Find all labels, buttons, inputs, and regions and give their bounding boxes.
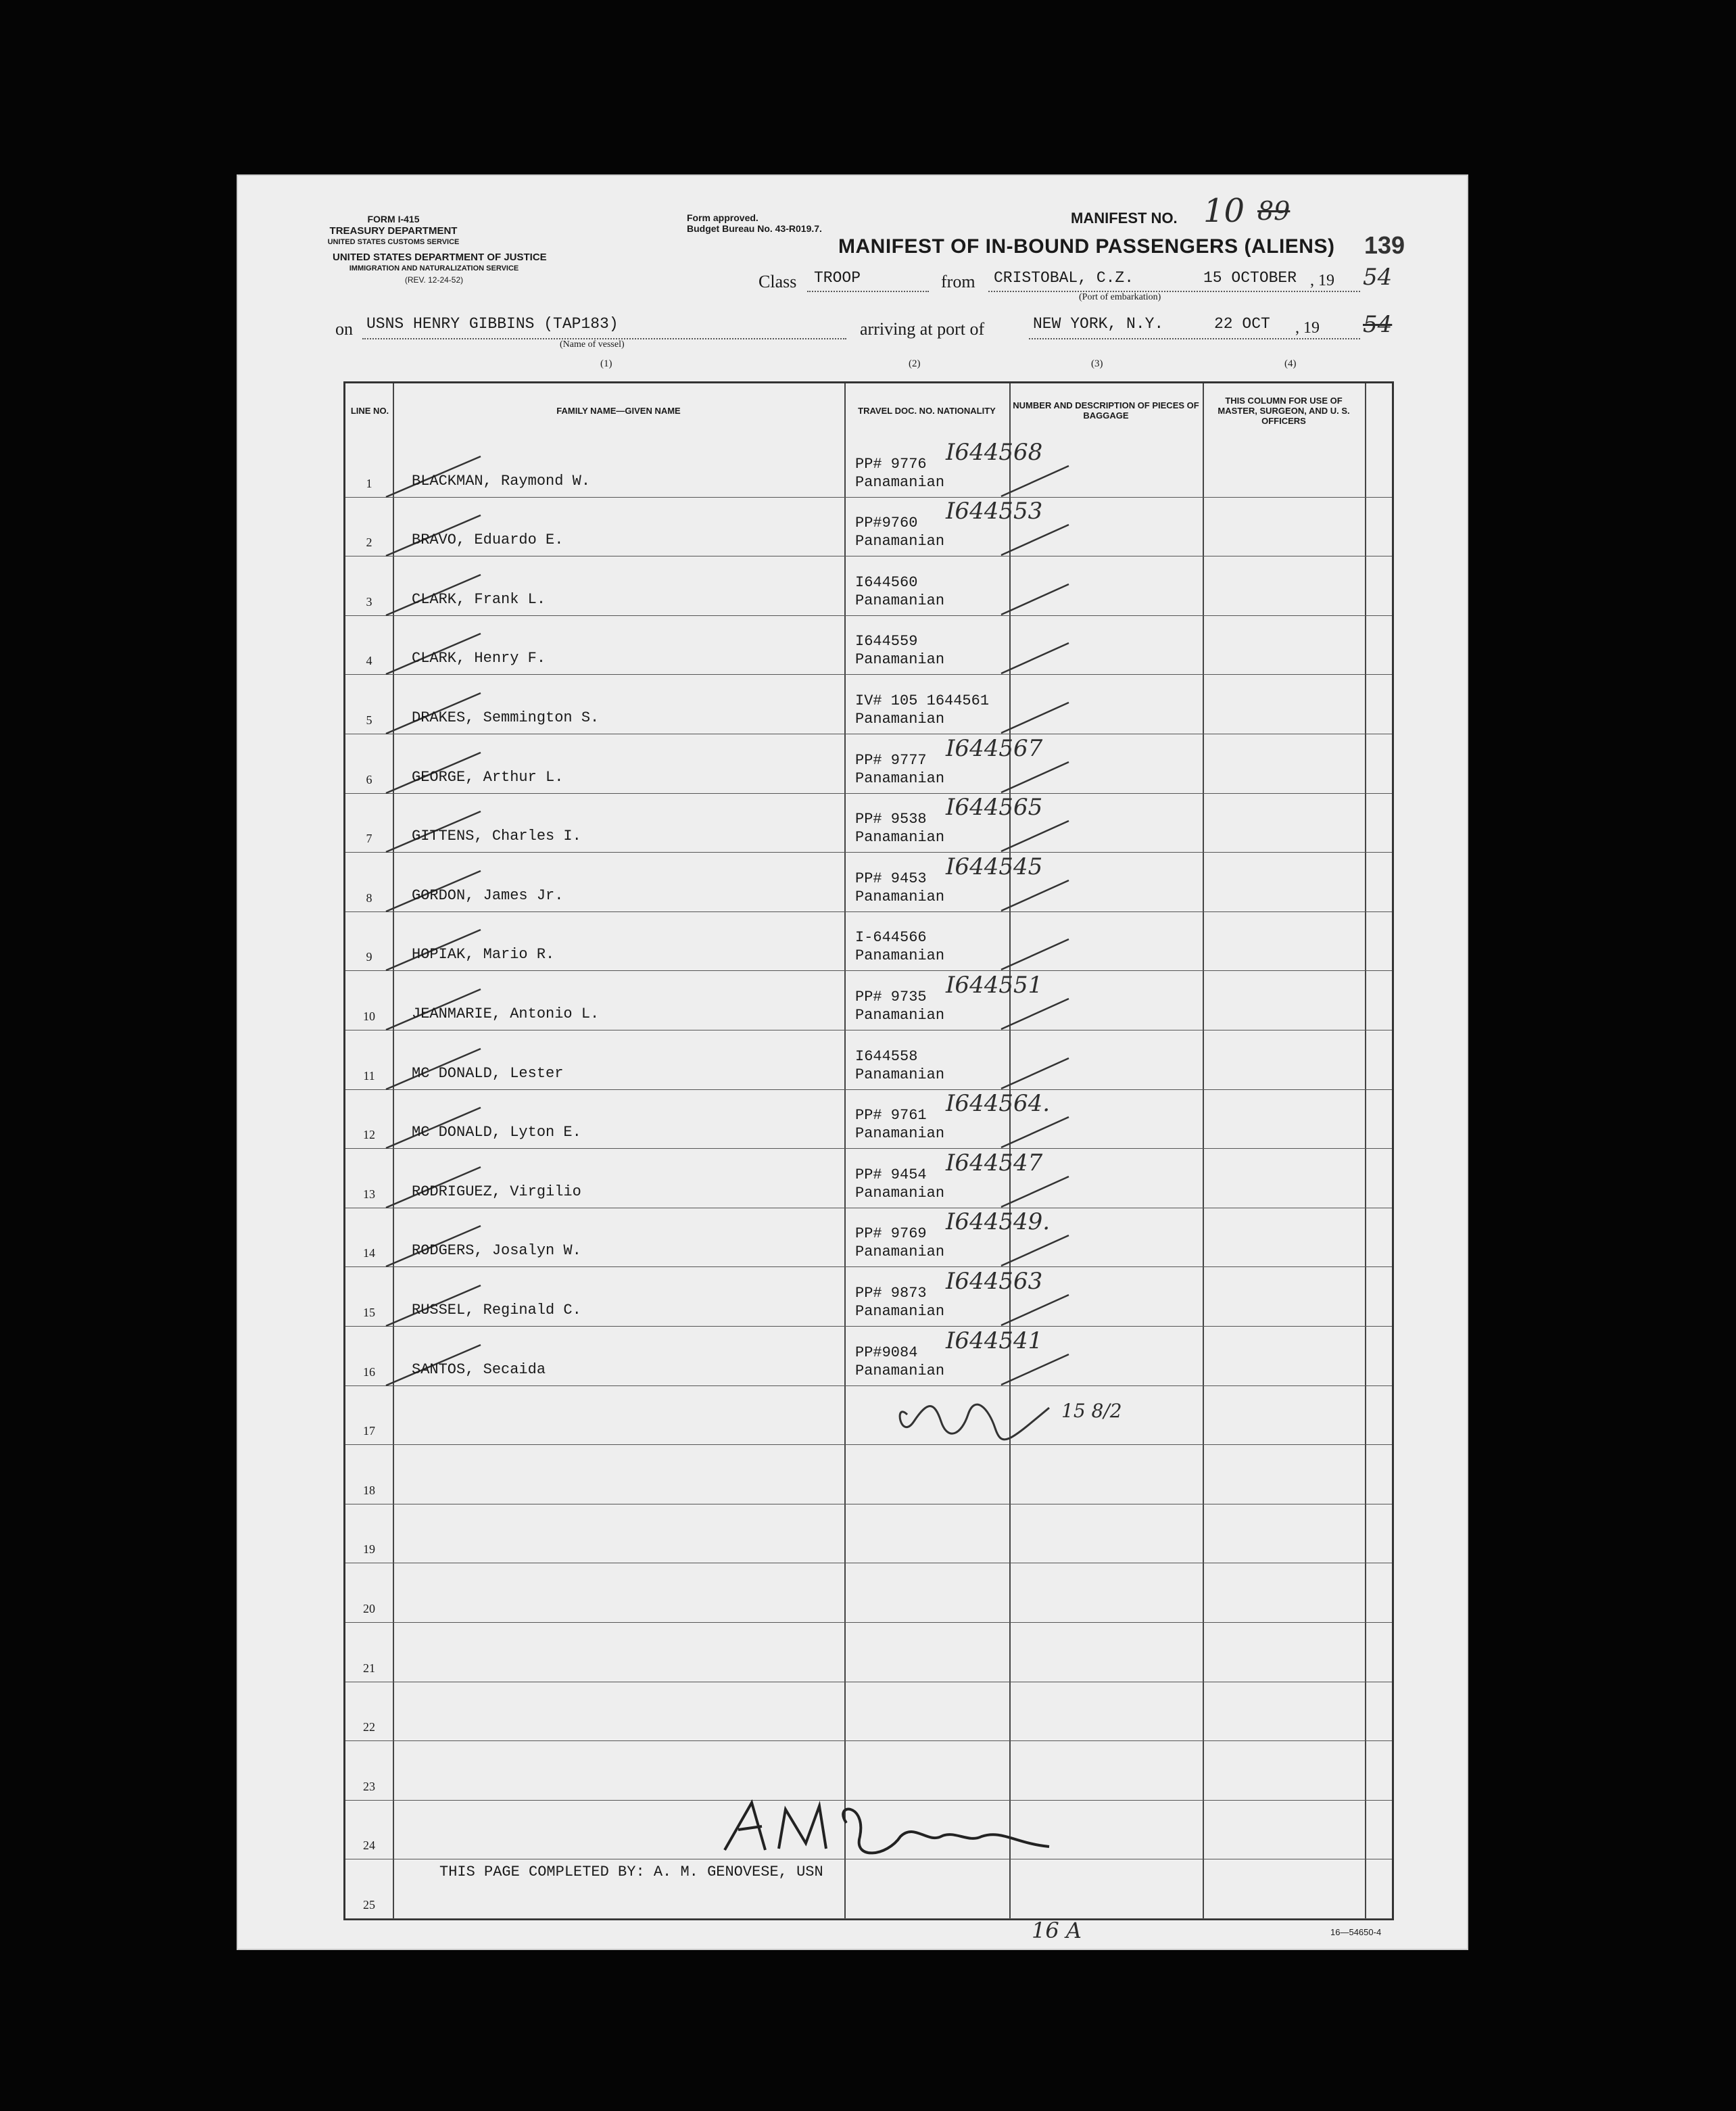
header-baggage: NUMBER AND DESCRIPTION OF PIECES OF BAGGAGE: [1013, 400, 1199, 421]
travel-doc-number: PP#9084: [855, 1344, 918, 1361]
row-line-number: 21: [363, 1661, 375, 1675]
budget-bureau: Budget Bureau No. 43-R019.7.: [687, 223, 822, 234]
table-row: [345, 674, 1392, 734]
passenger-name: DRAKES, Semmington S.: [412, 709, 600, 726]
table-row: [345, 1622, 1392, 1682]
row-line-number: 17: [363, 1424, 375, 1438]
from-year: 54: [1363, 264, 1393, 291]
passenger-name: GITTENS, Charles I.: [412, 828, 581, 845]
row-line-number: 23: [363, 1779, 375, 1793]
row-line-number: 1: [366, 476, 372, 490]
handwritten-doc-number: I644567: [946, 734, 1043, 762]
table-row: [345, 1266, 1392, 1326]
row-line-number: 14: [363, 1246, 375, 1260]
vessel-caption: (Name of vessel): [560, 339, 625, 350]
row-line-number: 3: [366, 594, 372, 609]
from-fill-line: [988, 291, 1360, 292]
table-row: [345, 1740, 1392, 1800]
travel-doc-number: PP# 9735: [855, 988, 927, 1005]
row-line-number: 25: [363, 1897, 375, 1912]
revision: (REV. 12-24-52): [404, 275, 464, 285]
row-line-number: 2: [366, 536, 372, 550]
bottom-handwritten-note: 16 A: [1032, 1918, 1082, 1943]
passenger-name: CLARK, Henry F.: [412, 650, 546, 667]
nationality: Panamanian: [855, 1006, 945, 1024]
row-line-number: 8: [366, 891, 372, 905]
table-row: [345, 1682, 1392, 1741]
header-line-no: LINE NO.: [350, 405, 389, 416]
handwritten-doc-number: I644551: [946, 971, 1043, 999]
manifest-no-label: MANIFEST NO.: [1071, 210, 1178, 227]
nationality: Panamanian: [855, 829, 945, 847]
handwritten-doc-number: I644563: [946, 1267, 1043, 1295]
nationality: Panamanian: [855, 1184, 945, 1202]
row-line-number: 12: [363, 1128, 375, 1142]
col-num-4: (4): [1284, 358, 1297, 369]
manifest-no-value: 10: [1203, 192, 1245, 230]
passenger-name: BRAVO, Eduardo E.: [412, 531, 564, 549]
row-line-number: 18: [363, 1483, 375, 1497]
travel-doc-number: PP# 9776: [855, 455, 927, 473]
table-row: [345, 1444, 1392, 1504]
class-label: Class: [758, 272, 797, 291]
travel-doc-number: PP# 9769: [855, 1225, 927, 1243]
passenger-name: JEANMARIE, Antonio L.: [412, 1005, 600, 1022]
table-row: [345, 1148, 1392, 1208]
table-row: [345, 970, 1392, 1030]
passenger-name: GORDON, James Jr.: [412, 886, 564, 904]
row-line-number: 19: [363, 1542, 375, 1557]
nationality: Panamanian: [855, 710, 945, 728]
ins-service: IMMIGRATION AND NATURALIZATION SERVICE: [349, 264, 519, 272]
from-port: CRISTOBAL, C.Z.: [994, 269, 1134, 287]
class-fill-line: [807, 291, 929, 292]
travel-doc-number: PP# 9453: [855, 870, 927, 887]
passenger-name: MC DONALD, Lester: [412, 1064, 564, 1082]
manifest-no-struck: 89: [1257, 196, 1291, 226]
vessel-name: USNS HENRY GIBBINS (TAP183): [366, 315, 619, 333]
nationality: Panamanian: [855, 947, 945, 965]
arrival-date: 22 OCT: [1214, 315, 1270, 333]
passenger-name: RODRIGUEZ, Virgilio: [412, 1183, 581, 1200]
arrival-fill-line: [1029, 338, 1360, 339]
table-row: [345, 1326, 1392, 1385]
travel-doc-number: I-644566: [855, 929, 927, 947]
from-label: from: [941, 272, 975, 291]
handwritten-doc-number: I644565: [946, 794, 1043, 822]
header-name: FAMILY NAME—GIVEN NAME: [556, 405, 681, 416]
from-date: 15 OCTOBER: [1203, 269, 1297, 287]
justice-block: [333, 252, 547, 286]
signature: [711, 1796, 1063, 1870]
row-line-number: 15: [363, 1305, 375, 1319]
row-line-number: 10: [363, 1009, 375, 1023]
page-stamp: 139: [1364, 231, 1405, 259]
nationality: Panamanian: [855, 1302, 945, 1320]
justice-dept: UNITED STATES DEPARTMENT OF JUSTICE: [333, 252, 547, 263]
table-row: [345, 556, 1392, 615]
travel-doc-number: I644558: [855, 1047, 918, 1065]
travel-doc-number: PP# 9538: [855, 811, 927, 828]
row-line-number: 13: [363, 1187, 375, 1201]
travel-doc-number: PP#9760: [855, 515, 918, 532]
row-line-number: 24: [363, 1839, 375, 1853]
travel-doc-number: PP# 9873: [855, 1284, 927, 1302]
nationality: Panamanian: [855, 769, 945, 787]
col-num-1: (1): [600, 358, 612, 369]
arrival-port: NEW YORK, N.Y.: [1033, 315, 1164, 333]
table-row: [345, 911, 1392, 971]
handwritten-doc-number: I644545: [946, 853, 1043, 880]
row-line-number: 7: [366, 832, 372, 846]
header-officers: THIS COLUMN FOR USE OF MASTER, SURGEON, AND U. S. OFFICERS: [1217, 395, 1350, 426]
passenger-name: RODGERS, Josalyn W.: [412, 1242, 581, 1260]
row-line-number: 20: [363, 1601, 375, 1615]
table-row: [345, 1504, 1392, 1563]
passenger-name: RUSSEL, Reginald C.: [412, 1301, 581, 1319]
clerk-scribble: [894, 1387, 1056, 1448]
arrival-year: 54: [1363, 311, 1393, 338]
arrival-year-prefix: , 19: [1295, 319, 1320, 337]
row-line-number: 6: [366, 772, 372, 786]
passenger-name: SANTOS, Secaida: [412, 1360, 546, 1378]
travel-doc-number: I644560: [855, 573, 918, 591]
nationality: Panamanian: [855, 651, 945, 669]
nationality: Panamanian: [855, 592, 945, 609]
form-code: 16—54650-4: [1330, 1927, 1382, 1937]
customs-service: UNITED STATES CUSTOMS SERVICE: [327, 238, 460, 246]
table-row: [345, 793, 1392, 853]
table-row: [345, 852, 1392, 911]
from-year-prefix: , 19: [1310, 272, 1334, 289]
treasury-dept: TREASURY DEPARTMENT: [329, 225, 458, 237]
handwritten-doc-number: I644547: [946, 1149, 1043, 1177]
travel-doc-number: PP# 9454: [855, 1166, 927, 1183]
passenger-table: [343, 381, 1394, 1920]
clerk-initials-note: 15 8/2: [1061, 1400, 1122, 1422]
arriving-label: arriving at port of: [860, 319, 985, 339]
approval-block: [687, 212, 822, 234]
travel-doc-number: PP# 9777: [855, 751, 927, 769]
table-row: [345, 497, 1392, 556]
header-travel-doc: TRAVEL DOC. NO. NATIONALITY: [858, 405, 996, 416]
nationality: Panamanian: [855, 473, 945, 491]
col-num-2: (2): [909, 358, 921, 369]
row-line-number: 22: [363, 1720, 375, 1734]
passenger-name: MC DONALD, Lyton E.: [412, 1124, 581, 1141]
form-approved: Form approved.: [687, 212, 758, 223]
travel-doc-number: IV# 105 1644561: [855, 692, 990, 709]
table-row: [345, 1208, 1392, 1267]
handwritten-doc-number: I644568: [946, 438, 1043, 466]
nationality: Panamanian: [855, 1066, 945, 1083]
nationality: Panamanian: [855, 1362, 945, 1379]
handwritten-doc-number: I644549.: [946, 1208, 1051, 1236]
table-row: [345, 1089, 1392, 1149]
completed-by: THIS PAGE COMPLETED BY: A. M. GENOVESE, USN: [439, 1864, 823, 1880]
row-divider: [345, 1918, 1392, 1919]
table-row: [345, 1385, 1392, 1445]
form-id-block: [312, 214, 475, 248]
table-row: [345, 615, 1392, 675]
table-row: [345, 1030, 1392, 1089]
passenger-name: HOPIAK, Mario R.: [412, 946, 555, 964]
nationality: Panamanian: [855, 1125, 945, 1143]
table-row: [345, 437, 1392, 497]
row-line-number: 4: [366, 654, 372, 668]
passenger-name: BLACKMAN, Raymond W.: [412, 472, 591, 490]
passenger-name: GEORGE, Arthur L.: [412, 768, 564, 786]
row-line-number: 11: [363, 1068, 375, 1083]
manifest-page: [237, 174, 1468, 1950]
handwritten-doc-number: I644541: [946, 1327, 1043, 1354]
travel-doc-number: I644559: [855, 633, 918, 650]
nationality: Panamanian: [855, 1243, 945, 1261]
form-title: MANIFEST OF IN-BOUND PASSENGERS (ALIENS): [838, 235, 1335, 258]
nationality: Panamanian: [855, 533, 945, 550]
row-line-number: 9: [366, 950, 372, 964]
travel-doc-number: PP# 9761: [855, 1107, 927, 1124]
handwritten-doc-number: I644564.: [946, 1090, 1051, 1118]
form-number: FORM I-415: [367, 214, 420, 224]
table-row: [345, 734, 1392, 793]
row-line-number: 16: [363, 1365, 375, 1379]
embark-caption: (Port of embarkation): [1079, 292, 1161, 302]
on-label: on: [335, 319, 353, 339]
nationality: Panamanian: [855, 888, 945, 905]
col-num-3: (3): [1091, 358, 1103, 369]
handwritten-doc-number: I644553: [946, 498, 1043, 525]
table-row: [345, 1563, 1392, 1622]
row-line-number: 5: [366, 713, 372, 727]
passenger-name: CLARK, Frank L.: [412, 590, 546, 608]
class-value: TROOP: [814, 269, 861, 287]
